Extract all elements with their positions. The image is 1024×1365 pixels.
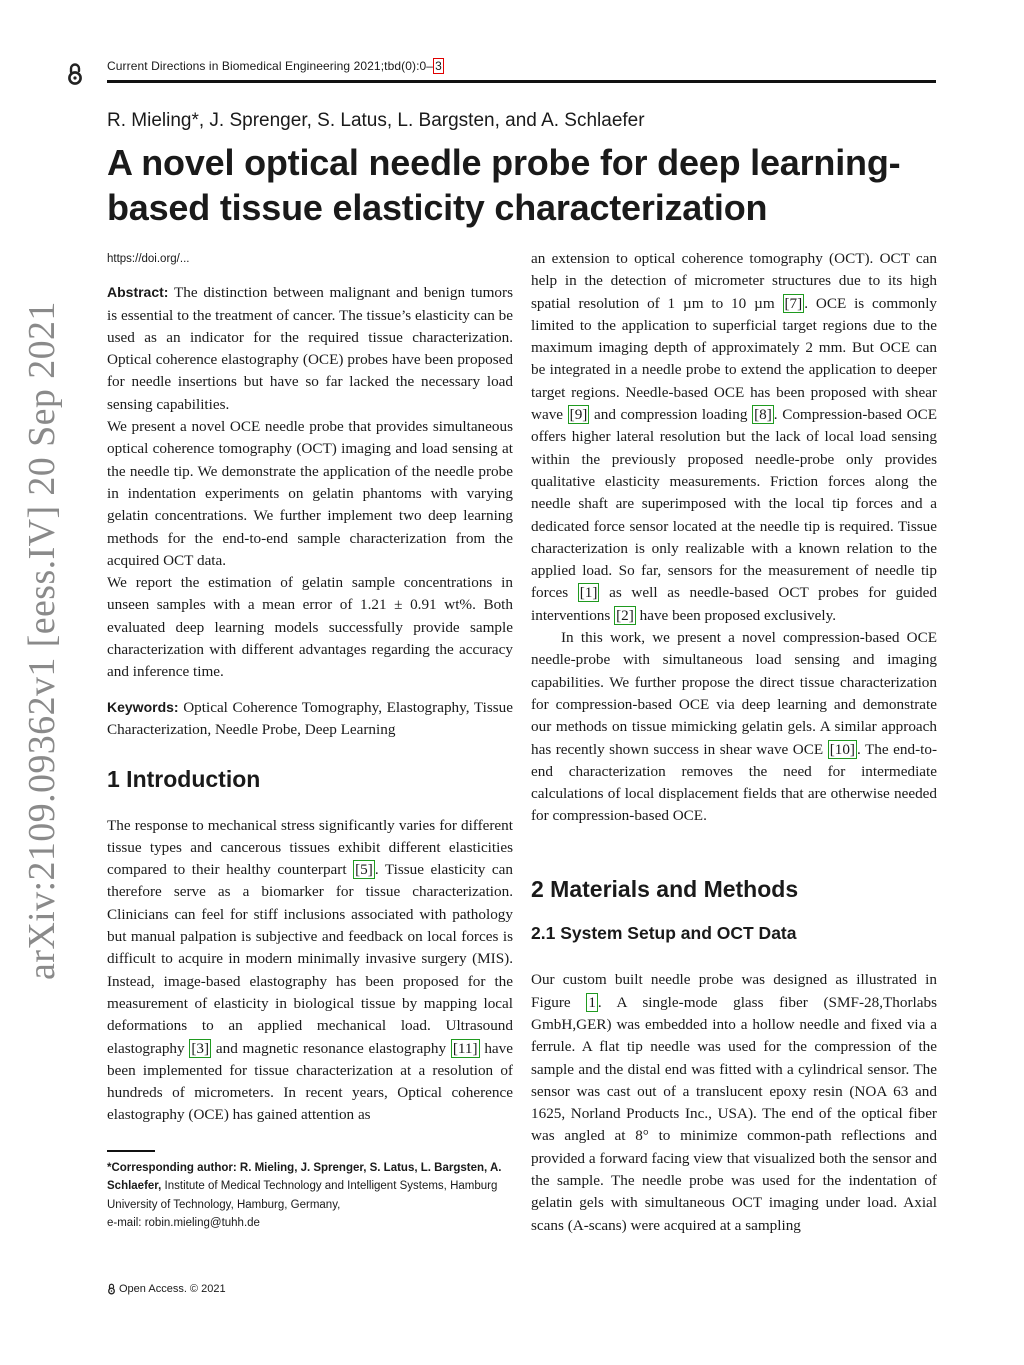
page-range-link[interactable]: 3	[435, 59, 442, 73]
keywords-label: Keywords:	[107, 698, 179, 715]
open-access-text: Open Access. © 2021	[119, 1283, 226, 1295]
intro-paragraph-3: In this work, we present a novel compression-based OCE needle-probe with simultaneous load sensing and imaging capabilities. We further propose the direct tissue characterization for compression-based OCE via deep learning and demonstrate our methods on tissue mimicking gelatin gels. A similar approach has recently shown success in shear wave OCE [10] . The end-to-end characterization removes the need for intermediate calculations of local displacement fields that are otherwise needed for compression-based OCE.	[531, 629, 938, 825]
open-access-icon	[66, 62, 84, 86]
section-heading-methods: 2 Materials and Methods	[531, 875, 799, 902]
journal-citation: Current Directions in Biomedical Engineering 2021;tbd(0):0–	[107, 59, 434, 73]
header-rule	[107, 80, 936, 83]
citation-7[interactable]: [7]	[784, 294, 803, 312]
citation-5[interactable]: [5]	[355, 861, 373, 879]
abstract-p2: We present a novel OCE needle probe that provides simultaneous optical coherence tomography (OCT) imaging and load sensing at the needle tip. We demonstrate the application of the needle probe in indentation experiments on gelatin phantoms with varying gelatin concentrations. We further implement two deep learning methods for the end-to-end sample characterization from the acquired OCT data.	[107, 418, 513, 569]
abstract-p1	[107, 281, 513, 416]
keywords-text: Optical Coherence Tomography, Elastography, Tissue Characterization, Needle Probe, Deep Learning	[107, 698, 514, 738]
arxiv-stamp: arXiv:2109.09362v1 [eess.IV] 20 Sep 2021	[21, 301, 63, 980]
paper-title: A novel optical needle probe for deep learning-based tissue elasticity characterization	[107, 142, 901, 228]
section-heading-introduction: 1 Introduction	[107, 766, 261, 793]
citation-11[interactable]: [11]	[452, 1039, 478, 1057]
right-column	[531, 248, 937, 1237]
abstract-label: Abstract:	[107, 284, 169, 301]
figure-1-ref[interactable]: 1	[588, 993, 596, 1011]
open-access-icon	[107, 1283, 116, 1295]
author-list: R. Mieling*, J. Sprenger, S. Latus, L. Bargsten, and A. Schlaefer	[107, 110, 645, 131]
citation-9[interactable]: [9]	[569, 406, 588, 424]
abstract-p3: We report the estimation of gelatin sample concentrations in unseen samples with a mean error of 1.21 ± 0.91 wt%. Both evaluated deep learning models successfully provide sample characterization with different advantages regarding the accuracy and inference time.	[107, 574, 513, 681]
citation-3[interactable]: [3]	[191, 1039, 210, 1057]
intro-paragraph-1: The response to mechanical stress significantly varies for different tissue types and cancerous tissues exhibit different elasticities compared to their healthy counterpart [5] . Tissue elasticity can therefore serve as a biomarker for tissue characterization. Clinicians can feel for stiff inclusions associated with pathology but manual palpation is subjective and feedback on local forces is difficult to acquire in modern minimally invasive surgery (MIS). Instead, image-based elastography has been proposed for the measurement of elasticity in biological tissue by mapping local deformations to an applied mechanical load. Ultrasound elastography [3] and magnetic resonance elastography [11] have been implemented for tissue characterization at a resolution of hundreds of micrometers. In recent years, Optical coherence elastography (OCE) has gained attention as	[107, 816, 514, 1124]
intro-paragraph-2: an extension to optical coherence tomography (OCT). OCT can help in the detection of micrometer structures due to its high spatial resolution of 1 µm to 10 µm [7] . OCE is commonly limited to the application to superficial target regions due to the maximum imaging depth of approximately 2 mm. But OCE can be integrated in a needle probe to extend the application to deeper target regions. Needle-based OCE has been proposed with shear wave [9] and compression loading [8] . Compression-based OCE offers higher lateral resolution but the lack of local load sensing within the previously proposed needle-probe only provides qualitative elasticity measurements. Friction forces along the needle shaft are superimposed with the local tip forces and a dedicated force sensor located at the needle tip is required. Tissue characterization is only realizable with a known relation to the applied load. So far, sensors for the measurement of needle tip forces [1] as well as needle-based OCT probes for guided interventions [2] have been proposed exclusively.	[531, 250, 938, 624]
citation-8[interactable]: [8]	[754, 406, 772, 424]
corresponding-author-footnote: *Corresponding author: R. Mieling, J. Sprenger, S. Latus, L. Bargsten, A. Schlaefer, Institute of Medical Technology and Intelligent Systems, Hamburg University of Technology, Hamburg, Germany,	[107, 1161, 502, 1211]
keywords	[107, 696, 513, 742]
citation-1[interactable]: [1]	[579, 584, 598, 602]
citation-2[interactable]: [2]	[616, 606, 634, 624]
footnote-block	[107, 1150, 513, 1233]
subsection-heading-system-setup: 2.1 System Setup and OCT Data	[531, 923, 797, 944]
left-column	[107, 248, 513, 1233]
journal-header	[107, 59, 444, 73]
methods-paragraph-1: Our custom built needle probe was designed as illustrated in Figure 1 . A single-mode glass fiber (SMF-28,Thorlabs GmbH,GER) was embedded into a hollow needle and fixed via a ferrule. A flat tip needle was used for the compression of the sample and the distal end was fitted with a cylindrical sensor. The sensor was cast out of a translucent epoxy resin (NOA 63 and 1625, Norland Products Inc., USA). The end of the optical fiber was angled at 8° to minimize common-path reflections and provided a forward facing view that visualized both the sensor and the sample. The needle probe was used for the indentation of gelatin gels with simultaneous OCT imaging under load. Axial scans (A-scans) were acquired at a sampling	[531, 971, 937, 1234]
citation-10[interactable]: [10]	[829, 740, 855, 758]
doi-link[interactable]: https://doi.org/...	[107, 253, 190, 265]
corresponding-email[interactable]: e-mail: robin.mieling@tuhh.de	[107, 1217, 260, 1230]
abstract-text-1: The distinction between malignant and benign tumors is essential to the treatment of cancer. The tissue’s elasticity can be used as an indicator for the required tissue characterization. Optical coherence elastography (OCE) probes have been proposed for needle insertions but have so far lacked the necessary load sensing capabilities.	[107, 284, 513, 413]
open-access-footer	[107, 1283, 226, 1295]
footnote-rule	[107, 1150, 155, 1152]
